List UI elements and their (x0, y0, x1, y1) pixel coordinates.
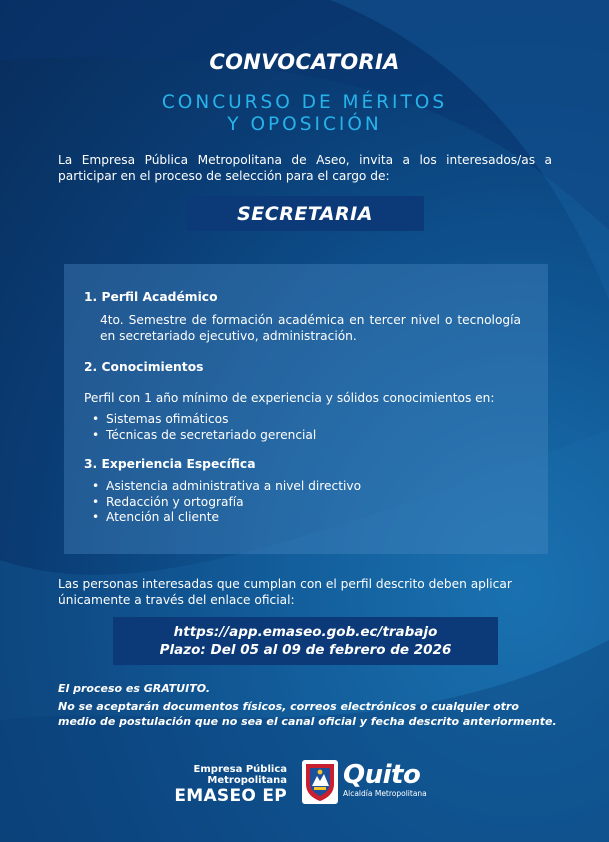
position-title: SECRETARIA (186, 196, 424, 231)
org-name-line-3: EMASEO EP (174, 786, 287, 806)
free-process-note: El proceso es GRATUITO. (58, 682, 211, 695)
org-name-line-1: Empresa Pública (193, 764, 287, 775)
org-name-line-2: Metropolitana (207, 775, 287, 786)
knowledge-title: 2. Conocimientos (84, 360, 204, 374)
subtitle-line-1: CONCURSO DE MÉRITOS (161, 92, 448, 113)
deadline-text: Plazo: Del 05 al 09 de febrero de 2026 (159, 642, 452, 658)
emaseo-logo (174, 764, 287, 806)
list-item: • Sistemas ofimáticos (92, 412, 316, 428)
intro-text: La Empresa Pública Metropolitana de Aseo, invita a los interesados/as a participar en el proceso de selección para el cargo de: (58, 153, 552, 183)
quito-coat-of-arms-icon (302, 760, 338, 804)
apply-instructions: Las personas interesadas que cumplan con el perfil descrito deben aplicar únicamente a través del enlace oficial: (58, 577, 512, 607)
application-box (113, 617, 498, 665)
academic-profile-title: 1. Perfil Académico (84, 290, 218, 304)
subtitle-line-2: Y OPOSICIÓN (227, 114, 382, 135)
contest-subtitle (0, 92, 609, 136)
list-item: • Redacción y ortografía (92, 495, 361, 511)
knowledge-list (92, 412, 316, 443)
warning-note: No se aceptarán documentos físicos, correos electrónicos o cualquier otro medio de postulación que no sea el canal oficial y fecha descrito anteriormente. (58, 700, 557, 728)
list-item: • Técnicas de secretariado gerencial (92, 428, 316, 444)
list-item: • Atención al cliente (92, 510, 361, 526)
experience-list (92, 479, 361, 526)
city-logo-subtitle: Alcaldía Metropolitana (343, 789, 427, 798)
page-title: CONVOCATORIA (209, 50, 400, 74)
city-logo-text: Quito (343, 760, 421, 790)
application-link[interactable]: https://app.emaseo.gob.ec/trabajo (173, 624, 438, 640)
quito-logo (343, 760, 427, 798)
academic-profile-text: 4to. Semestre de formación académica en tercer nivel o tecnología en secretariado ejecutivo, administración. (100, 313, 521, 343)
experience-title: 3. Experiencia Específica (84, 457, 256, 471)
knowledge-text: Perfil con 1 año mínimo de experiencia y sólidos conocimientos en: (84, 391, 495, 405)
list-item: • Asistencia administrativa a nivel directivo (92, 479, 361, 495)
